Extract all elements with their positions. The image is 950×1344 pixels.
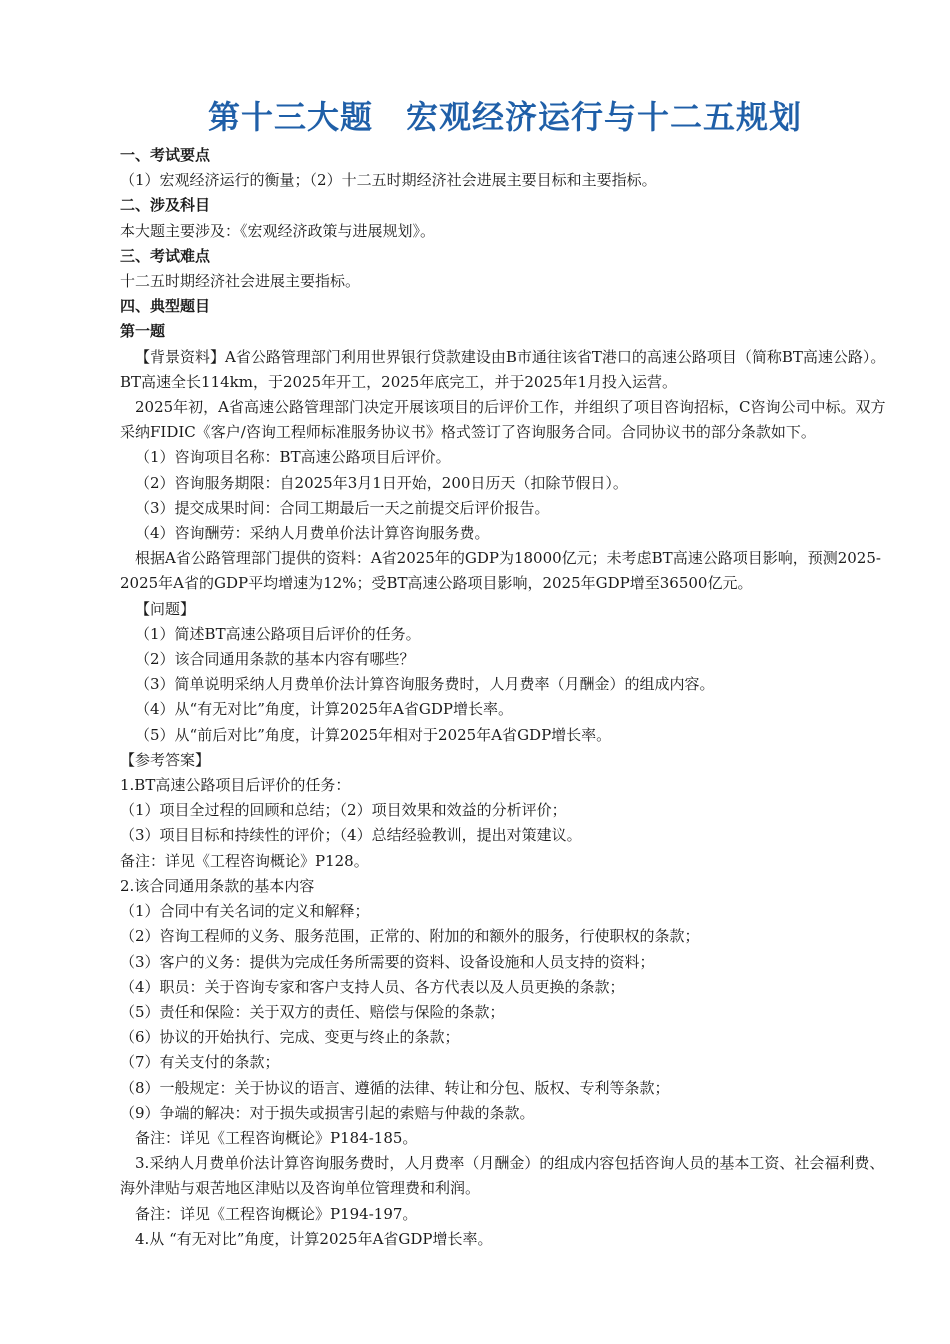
- paragraph: 备注：详见《工程咨询概论》P184-185。: [135, 1128, 418, 1147]
- paragraph: （3）提交成果时间：合同工期最后一天之前提交后评价报告。: [135, 498, 550, 517]
- paragraph: （4）职员：关于咨询专家和客户支持人员、各方代表以及人员更换的条款；: [120, 977, 625, 996]
- section-heading: 三、考试难点: [120, 246, 211, 265]
- paragraph: 1.BT高速公路项目后评价的任务：: [120, 776, 351, 795]
- paragraph: （1）简述BT高速公路项目后评价的任务。: [135, 624, 421, 643]
- paragraph: 4.从 “有无对比”角度，计算2025年A省GDP增长率。: [135, 1229, 493, 1248]
- paragraph: 【参考答案】: [120, 750, 211, 769]
- paragraph: （6）协议的开始执行、完成、变更与终止的条款；: [120, 1028, 460, 1047]
- paragraph: （1）咨询项目名称：BT高速公路项目后评价。: [135, 448, 451, 467]
- section-heading: 二、涉及科目: [120, 196, 211, 215]
- paragraph: 【背景资料】A省公路管理部门利用世界银行贷款建设由B市通往该省T港口的高速公路项目（简称BT高速公路）。BT高速全长114km，于2025年开工，2025年底完工，并于2025年1月投入运营。: [120, 347, 886, 391]
- paragraph: 十二五时期经济社会进展主要指标。: [120, 272, 361, 291]
- paragraph: （8）一般规定：关于协议的语言、遵循的法律、转让和分包、版权、专利等条款；: [120, 1078, 670, 1097]
- paragraph: 【问题】: [135, 599, 196, 618]
- paragraph: 2.该合同通用条款的基本内容: [120, 876, 315, 895]
- paragraph: （2）咨询服务期限：自2025年3月1日开始，200日历天（扣除节假日）。: [135, 473, 628, 492]
- paragraph: （2）该合同通用条款的基本内容有哪些？: [135, 650, 415, 669]
- document-body: [120, 143, 890, 1252]
- paragraph: 备注：详见《工程咨询概论》P128。: [120, 851, 369, 870]
- paragraph: （7）有关支付的条款；: [120, 1053, 280, 1072]
- paragraph: （3）项目目标和持续性的评价；（4）总结经验教训，提出对策建议。: [120, 826, 582, 845]
- section-heading: 一、考试要点: [120, 146, 211, 164]
- paragraph: （3）客户的义务：提供为完成任务所需要的资料、设备设施和人员支持的资料；: [120, 952, 655, 971]
- paragraph: （4）咨询酬劳：采纳人月费单价法计算咨询服务费。: [135, 524, 490, 543]
- paragraph: 3.采纳人月费单价法计算咨询服务费时，人月费率（月酬金）的组成内容包括咨询人员的基本工资、社会福利费、海外津贴与艰苦地区津贴以及咨询单位管理费和利润。: [120, 1154, 885, 1198]
- paragraph: 本大题主要涉及：《宏观经济政策与进展规划》。: [120, 221, 436, 240]
- paragraph: （1）合同中有关名词的定义和解释；: [120, 902, 370, 921]
- section-heading: 四、典型题目: [120, 297, 211, 316]
- paragraph: （5）责任和保险：关于双方的责任、赔偿与保险的条款；: [120, 1002, 505, 1021]
- paragraph: 根据A省公路管理部门提供的资料：A省2025年的GDP为18000亿元；未考虑BT高速公路项目影响，预测2025-2025年A省的GDP平均增速为12%；受BT高速公路项目影响，2025年GDP增至36500亿元。: [120, 549, 881, 593]
- document-title: 第十三大题 宏观经济运行与十二五规划: [207, 98, 802, 136]
- paragraph: （5）从“前后对比”角度，计算2025年相对于2025年A省GDP增长率。: [135, 725, 612, 744]
- paragraph: 备注：详见《工程咨询概论》P194-197。: [135, 1204, 418, 1223]
- paragraph: （1）宏观经济运行的衡量；（2）十二五时期经济社会进展主要目标和主要指标。: [120, 171, 657, 190]
- paragraph: （9）争端的解决：对于损失或损害引起的索赔与仲裁的条款。: [120, 1103, 535, 1122]
- paragraph: 2025年初，A省高速公路管理部门决定开展该项目的后评价工作，并组织了项目咨询招标，C咨询公司中标。双方采纳FIDIC《客户/咨询工程师标准服务协议书》格式签订了咨询服务合同。合同协议书的部分条款如下。: [120, 398, 886, 442]
- section-heading: 第一题: [120, 322, 166, 341]
- paragraph: （1）项目全过程的回顾和总结；（2）项目效果和效益的分析评价；: [120, 801, 567, 820]
- paragraph: （3）简单说明采纳人月费单价法计算咨询服务费时，人月费率（月酬金）的组成内容。: [135, 675, 715, 694]
- paragraph: （2）咨询工程师的义务、服务范围，正常的、附加的和额外的服务，行使职权的条款；: [120, 927, 700, 946]
- paragraph: （4）从“有无对比”角度，计算2025年A省GDP增长率。: [135, 700, 513, 719]
